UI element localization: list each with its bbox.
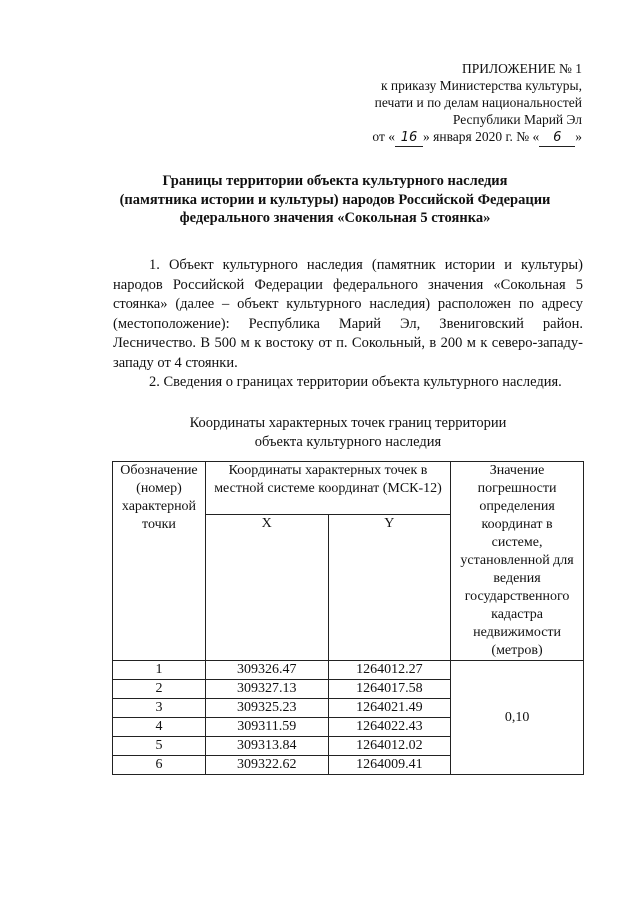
cell-x: 309322.62 [205,756,328,775]
table-row [113,661,584,680]
appendix-ministry: печати и по делам национальностей [374,95,582,110]
cell-y: 1264022.43 [328,718,451,737]
cell-point: 5 [113,737,206,756]
header-x: X [205,515,328,661]
header-accuracy: Значение погрешности определения координат в системе, установленной для ведения государственного кадастра недвижимости (метров) [451,462,584,661]
title-line-3: федерального значения «Сокольная 5 стоянка» [179,210,491,226]
paragraph-1: 1. Объект культурного наследия (памятник истории и культуры) народов Российской Федерации федерального значения «Сокольная 5 стоянка» (далее – объект культурного наследия) расположен по адресу (местоположение): Республика Марий Эл, Звениговский район. Лесничество. В 500 м к востоку от п. Сокольный, в 200 м к северо-западу-западу от 4 стоянки. [113,257,583,371]
appendix-date-line [282,128,582,147]
title-line-1: Границы территории объекта культурного наследия [162,173,508,189]
cell-y: 1264021.49 [328,699,451,718]
cell-point: 1 [113,661,206,680]
body-text [113,256,583,393]
date-day: 16 [395,129,423,147]
document-title [90,172,580,228]
coordinates-table [112,461,584,775]
cell-x: 309326.47 [205,661,328,680]
coordinates-heading-line-1: Координаты характерных точек границ территории [189,415,507,431]
appendix-title: ПРИЛОЖЕНИЕ № 1 [461,61,582,76]
coordinates-heading [113,414,583,451]
cell-point: 4 [113,718,206,737]
cell-x: 309311.59 [205,718,328,737]
title-line-2: (памятника истории и культуры) народов Российской Федерации [119,191,551,208]
date-prefix: от « [372,129,396,144]
header-point-number: Обозначение (номер) характерной точки [113,462,206,661]
appendix-header [282,60,582,147]
cell-x: 309325.23 [205,699,328,718]
cell-x: 309327.13 [205,680,328,699]
cell-y: 1264012.27 [328,661,451,680]
cell-point: 3 [113,699,206,718]
appendix-republic: Республики Марий Эл [452,112,582,127]
header-coordinates: Координаты характерных точек в местной системе координат (МСК-12) [205,462,450,515]
order-number: 6 [539,129,575,147]
cell-x: 309313.84 [205,737,328,756]
coordinates-heading-line-2: объекта культурного наследия [254,433,442,450]
appendix-order-ref: к приказу Министерства культуры, [381,78,582,93]
cell-accuracy: 0,10 [451,661,584,775]
cell-y: 1264017.58 [328,680,451,699]
cell-point: 2 [113,680,206,699]
paragraph-2: 2. Сведения о границах территории объекта культурного наследия. [149,374,562,390]
cell-y: 1264009.41 [328,756,451,775]
date-suffix: » января 2020 г. № « [423,129,540,144]
cell-y: 1264012.02 [328,737,451,756]
cell-point: 6 [113,756,206,775]
header-y: Y [328,515,451,661]
order-suffix: » [575,129,582,144]
